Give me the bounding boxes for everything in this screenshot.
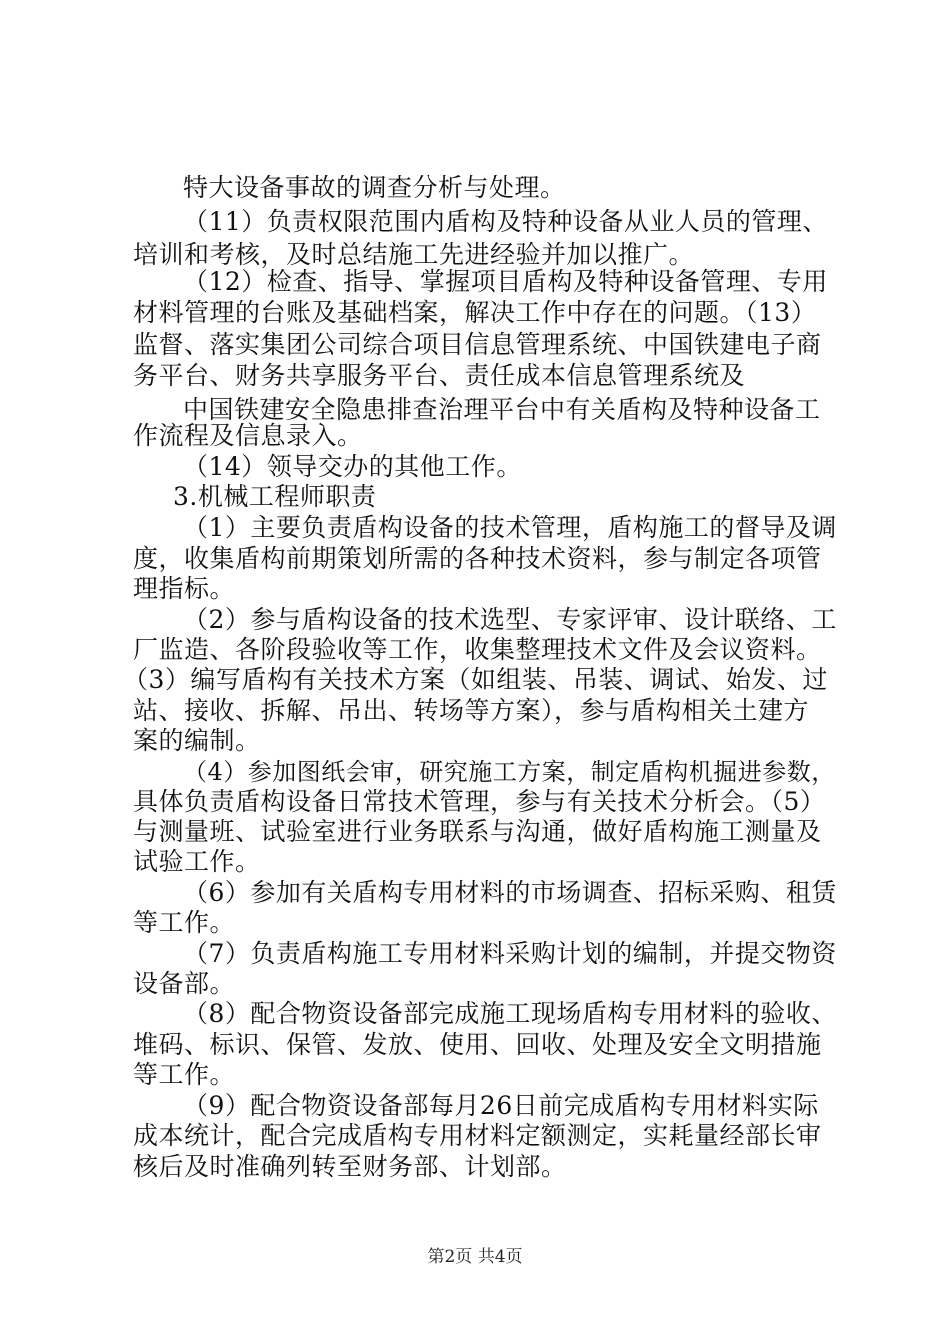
text-line: 作流程及信息录入。: [133, 421, 363, 450]
text-line: 站、接收、拆解、吊出、转场等方案），参与盾构相关土建方: [133, 696, 810, 725]
text-line: 案的编制。: [133, 726, 261, 755]
text-line: （14）领导交办的其他工作。: [183, 452, 522, 481]
text-line: 核后及时准确列转至财务部、计划部。: [133, 1152, 567, 1181]
section-heading: 3.机械工程师职责: [173, 482, 377, 511]
text-line: （2）参与盾构设备的技术选型、专家评审、设计联络、工: [183, 605, 837, 634]
text-line: （12）检查、指导、掌握项目盾构及特种设备管理、专用: [183, 267, 828, 296]
text-line: 堆码、标识、保管、发放、使用、回收、处理及安全文明措施: [133, 1030, 822, 1059]
text-line: 等工作。: [133, 908, 236, 937]
text-line: （7）负责盾构施工专用材料采购计划的编制，并提交物资: [183, 939, 837, 968]
text-line: 务平台、财务共享服务平台、责任成本信息管理系统及: [133, 361, 746, 390]
text-line: 监督、落实集团公司综合项目信息管理系统、中国铁建电子商: [133, 330, 822, 359]
text-line: 等工作。: [133, 1060, 236, 1089]
text-line: （1）主要负责盾构设备的技术管理，盾构施工的督导及调: [183, 513, 837, 542]
text-line: 具体负责盾构设备日常技术管理，参与有关技术分析会。（5）: [133, 787, 826, 816]
text-line: 材料管理的台账及基础档案，解决工作中存在的问题。（13）: [133, 298, 817, 327]
text-line: 成本统计，配合完成盾构专用材料定额测定，实耗量经部长审: [133, 1121, 822, 1150]
text-line: 与测量班、试验室进行业务联系与沟通，做好盾构施工测量及: [133, 817, 822, 846]
text-line: 中国铁建安全隐患排查治理平台中有关盾构及特种设备工: [183, 395, 821, 424]
text-line: 培训和考核，及时总结施工先进经验并加以推广。: [133, 240, 695, 269]
text-line: （6）参加有关盾构专用材料的市场调查、招标采购、租赁: [183, 878, 837, 907]
text-line: （8）配合物资设备部完成施工现场盾构专用材料的验收、: [183, 999, 837, 1028]
text-line: （3）编写盾构有关技术方案（如组装、吊装、调试、始发、过: [123, 665, 828, 694]
text-line: （9）配合物资设备部每月26日前完成盾构专用材料实际: [183, 1091, 819, 1120]
page-number-footer: 第2页 共4页: [427, 1247, 523, 1267]
text-line: （4）参加图纸会审，研究施工方案，制定盾构机掘进参数，: [183, 758, 836, 786]
text-line: 特大设备事故的调查分析与处理。: [183, 173, 566, 202]
text-line: 试验工作。: [133, 847, 261, 876]
text-line: 设备部。: [133, 969, 236, 998]
text-line: 度，收集盾构前期策划所需的各种技术资料，参与制定各项管: [133, 544, 822, 573]
text-line: 理指标。: [133, 574, 236, 603]
text-line: （11）负责权限范围内盾构及特种设备从业人员的管理、: [183, 207, 828, 236]
text-line: 厂监造、各阶段验收等工作，收集整理技术文件及会议资料。: [133, 635, 822, 664]
